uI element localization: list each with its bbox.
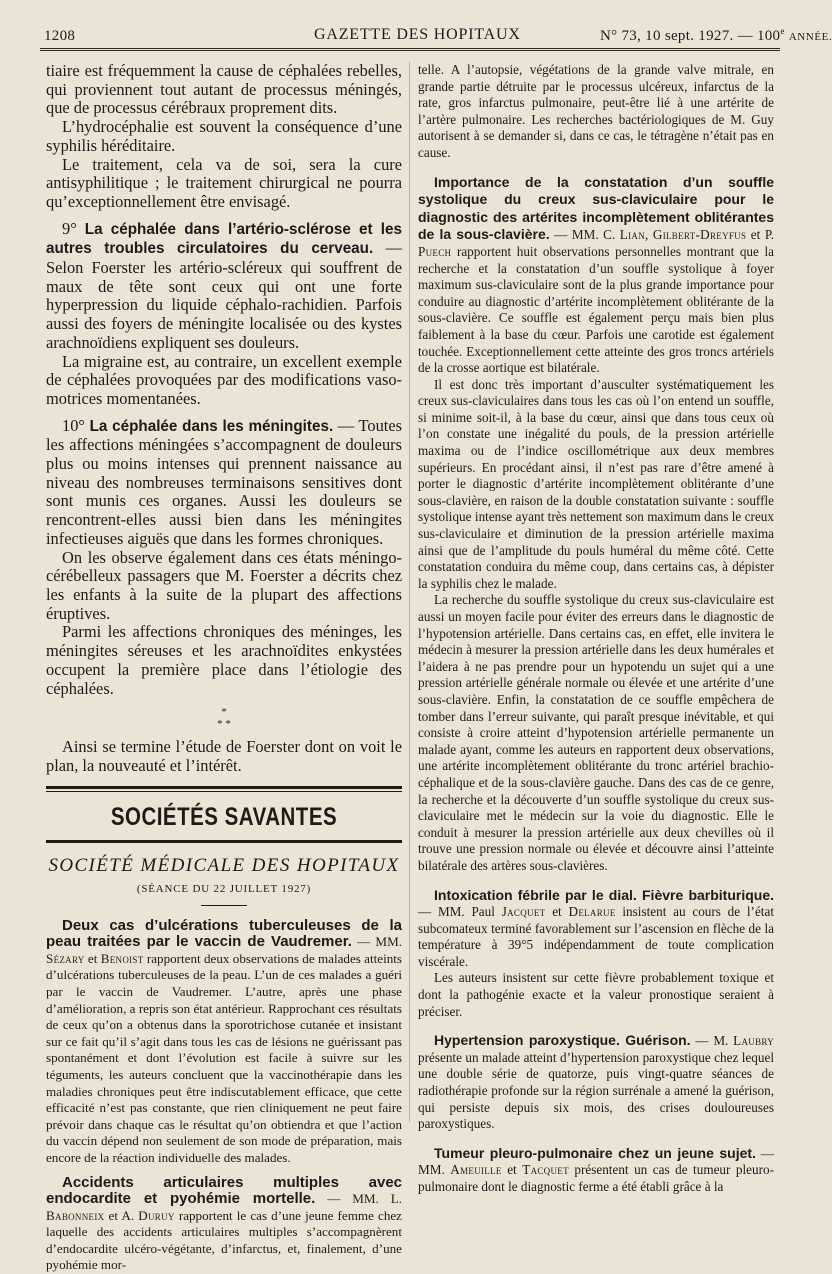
item-number: 10° (62, 415, 90, 435)
section-rule (46, 786, 402, 789)
report-body: rapportent huit observations personnelles montrant que la recherche et la constatation d’un souffle systolique à foyer maximum sus-claviculaire sont de la plus grande importance pour conduire au diagnostic d’artérite incomplètement oblitérante de la sous-clavière. Ce souffle est également perçu mais bien plus faiblement à la base du cœur. Parfois une carotide est également touchée. Exceptionnellement cette atteinte des gros troncs artériels de la crosse aortique est bilatérale. (418, 243, 774, 376)
report-title: Importance de la constatation d’un souffle systolique du creux sus-claviculaire pour le diagnostic des artérites incomplètement oblitérantes de la sous-clavière. (418, 173, 774, 243)
author-name: Gilbert-Dreyfus (652, 227, 747, 243)
report-body: rapportent le cas d’une jeune femme chez laquelle des accidents articulaires multiples s’accompagnèrent d’endocardite ulcéro-végétante, d’infarctus, et, finalement, d’une pyohémie mor- (46, 1207, 402, 1273)
section-rule (46, 840, 402, 843)
report-body: rapportent deux observations de malades atteints d’ulcérations tuberculeuses de la peau. L’un de ces malades a guéri par le vaccin de Vaudremer. L’autre, après une phase d’amélioration, a repris son état antérieur. Rapprochant ces résultats de ceux qu’on a obtenus dans la sporotrichose cutanée et insistant sur ce fait qu’il s’agit dans tous les cas de lésions ne guérissant pas spontanément et dont l’évolution est facile à suivre sur les téguments, les auteurs concluent que la vaccinothérapie dans les maladies chroniques peut être indiscutablement efficace, que cette efficacité n’est pas constante, que rien cliniquement ne peut faire prévoir dans chaque cas le résultat qu’on obtiendra et que l’action du vaccin dépend non seulement de son mode de préparation, mais encore de la réaction individuelle des malades. (46, 950, 403, 1165)
paragraph-méningites (46, 417, 402, 549)
paragraph: On les observe également dans ces états méningo-cérébelleux passagers que M. Foerster a décrits chez les enfants à la suite de la plupart des affections éruptives. (46, 547, 402, 623)
paragraph-body: — Selon Foerster les artério-scléreux qui souffrent de maux de tête sont ceux qui ont une forte hyperpression du liquide céphalo-rachidien. Parfois aussi des foyers de méningite localisée ou des kystes arachnoïdiens expliquent ses douleurs. (46, 238, 402, 352)
report-vaccin-vaudremer (46, 918, 402, 1167)
issue-number-date: N° 73, 10 sept. 1927. — 100 (600, 28, 781, 44)
item-number: 9° (62, 218, 85, 238)
author-name: Benoist (100, 950, 144, 966)
paragraph: tiaire est fréquemment la cause de céphalées rebelles, qui proviennent tout autant de processus méningés, que de processus cérébraux proprement dits. (46, 61, 402, 118)
authors-prefix: — MM. L. (315, 1191, 402, 1207)
report-endocardite (46, 1175, 402, 1274)
paragraph-heading: La céphalée dans l’artério-sclérose et les autres troubles circulatoires du cerveau. (46, 220, 402, 258)
column-divider (409, 62, 410, 1122)
report-title: Intoxication fébrile par le dial. Fièvre barbiturique. (434, 886, 774, 903)
author-name: Lian (619, 227, 646, 243)
paragraph: Les auteurs insistent sur cette fièvre probablement toxique et dont la pathogénie exacte et la valeur pronostique seraient à préciser. (418, 970, 774, 1019)
asterisk-bottom: * * (217, 718, 231, 731)
page-number: 1208 (44, 28, 76, 44)
authors-joiner: et (501, 1162, 523, 1178)
paragraph: Ainsi se termine l’étude de Foerster dont on voit le plan, la nouveauté et l’intérêt. (46, 737, 402, 775)
society-title: SOCIÉTÉ MÉDICALE DES HOPITAUX (48, 854, 400, 876)
left-column (46, 62, 402, 1274)
authors-prefix: — MM. C. (549, 227, 620, 243)
paragraph: Le traitement, cela va de soi, sera la cure antisyphilitique ; le traitement chirurgical ne pourra qu’exceptionnellement être envisagé. (46, 154, 402, 211)
paragraph-body: — Toutes les affections méningées s’accompagnent de douleurs plus ou moins intenses qui prennent naissance au niveau des nombreuses terminaisons sensitives dont sont munis ces organes. Aussi les douleurs se rencontrent-elles aussi bien dans les méningites infectieuses aiguës que dans les formes chroniques. (46, 415, 402, 548)
running-header (44, 24, 832, 46)
author-name: Duruy (138, 1207, 175, 1223)
authors-joiner: et (84, 950, 101, 966)
report-body: présente un malade atteint d’hypertension paroxystique chez lequel une double série de quatorze, puis vingt-quatre séances de radiothérapie profonde sur la région surrénale a amené la guérison, qui persiste depuis six mois, des crises douloureuses paroxystiques. (418, 1049, 774, 1132)
asterisk-top: * (221, 706, 227, 719)
author-name: Laubry (733, 1033, 774, 1049)
authors-joiner: et (545, 904, 569, 920)
authors-joiner: et A. (104, 1207, 139, 1223)
authors-joiner: et P. (746, 227, 775, 243)
header-rule (40, 48, 780, 51)
author-name: Delarue (568, 904, 616, 920)
session-date: (SÉANCE DU 22 JUILLET 1927) (136, 882, 312, 895)
issue-info (600, 26, 832, 45)
right-column (418, 62, 774, 1196)
paragraph: La recherche du souffle systolique du creux sus-claviculaire est aussi un moyen facile pour éviter des erreurs dans le diagnostic de l’hypotension artérielle. Dans certains cas, en effet, elle invitera le médecin à mesurer la pression artérielle dans les deux humérales et l’aidera à ne pas prendre pour un hypotendu un sujet qui a une pression artérielle générale normale ou élevée et une artérite d’une sous-clavière. Enfin, la constatation de ce souffle empêchera de tomber dans l’erreur suivante, qui paraît presque inévitable, et qui consiste à croire atteint d’hypotension artérielle permanente un malade ayant, comme les auteurs en rapportent deux observations, une artérite incomplètement oblitérante du tronc artériel brachio-céphalique et de la sous-clavière gauche. Dans des cas de ce genre, la recherche et la découverte d’un souffle systolique du creux sus-claviculaire met le médecin sur la voie du diagnostic. Elle le conduit à mesurer la pression artérielle aux deux chevilles où il trouve une pression normale ou élevée et découvre ainsi l’atteinte bilatérale des artères sous-clavières. (418, 592, 774, 873)
section-rule (46, 791, 402, 792)
authors-prefix: — MM. (351, 934, 402, 950)
author-name: Puech (418, 243, 452, 259)
report-souffle-systolique (418, 174, 774, 377)
short-rule (201, 905, 247, 906)
author-name: Ameuille (450, 1162, 502, 1178)
report-body: insistent au cours de l’état subcomateux terminé favorablement sur l’ascension en flèche de la température à 39°5 indépendamment de toute complication viscérale. (418, 904, 774, 969)
author-name: Jacquet (501, 904, 546, 920)
report-title: Deux cas d’ulcérations tuberculeuses de la peau traitées par le vaccin de Vaudremer. (46, 916, 402, 951)
paragraph: Parmi les affections chroniques des méninges, les méningites séreuses et les arachnoïdites enkystées occupent la première place dans l’étiologie des céphalées. (46, 622, 402, 698)
paragraph: La migraine est, au contraire, un excellent exemple de céphalées provoquées par des modifications vaso-motrices momentanées. (46, 351, 402, 408)
paragraph-artério-sclérose (46, 220, 402, 353)
report-fievre-barbiturique (418, 887, 774, 971)
issue-year-label: ANNÉE. (788, 31, 832, 43)
author-name: Tacquet (522, 1162, 569, 1178)
author-name: Sézary (46, 950, 85, 966)
report-title: Tumeur pleuro-pulmonaire chez un jeune sujet. (434, 1144, 756, 1161)
authors-prefix: — MM. (418, 1145, 774, 1178)
paragraph: L’hydrocéphalie est souvent la conséquence d’une syphilis héréditaire. (46, 117, 402, 155)
paragraph-heading: La céphalée dans les méningites. (89, 417, 334, 435)
report-tumeur (418, 1145, 774, 1196)
authors-prefix: — MM. Paul (418, 904, 502, 920)
report-hypertension (418, 1032, 774, 1133)
issue-ordinal-suffix: e (780, 26, 785, 36)
report-body: présentent un cas de tumeur pleuro-pulmonaire dont le diagnostic ferme a été établi grâce à la (418, 1162, 774, 1194)
paragraph: telle. A l’autopsie, végétations de la grande valve mitrale, en grande partie détruite par le processus ulcéreux, infarctus de la rate, gros infarctus pulmonaire, peut-être lié à une artérite de l’artère pulmonaire. Les recherches bactériologiques de M. Guy autorisent à se demander si, dans ce cas, le tétragène n’était pas en cause. (418, 62, 774, 160)
section-title: SOCIÉTÉS SAVANTES (110, 802, 338, 831)
author-name: Babonneix (46, 1207, 105, 1223)
authors-joiner: , (645, 227, 653, 243)
journal-title: GAZETTE DES HOPITAUX (314, 26, 521, 43)
paragraph: Il est donc très important d’ausculter systématiquement les creux sus-claviculaires dans tous les cas où l’on entend un souffle, si minime soit-il, à la base du cœur, ainsi que dans tous ceux où l’on constate une inégalité du pouls, de la pression artérielle maxima ou de l’indice oscillométrique aux deux membres supérieurs. En procédant ainsi, il n’est pas rare d’être amené à porter le diagnostic d’artérite incomplètement oblitérante d’une sous-clavière, en raison de la double constatation suivante : souffle systolique intense ayant très nettement son maximum dans le creux sus-claviculaire et diminution de la pression artérielle maxima ainsi que de l’amplitude du pouls huméral du même côté. Cette constatation conduira du même coup, dans certains cas, à dépister la syphilis chez le malade. (418, 376, 774, 591)
report-title: Hypertension paroxystique. Guérison. (434, 1032, 691, 1049)
section-break-asterisks (46, 706, 402, 730)
authors-prefix: — M. (690, 1033, 734, 1049)
report-title: Accidents articulaires multiples avec endocardite et pyohémie mortelle. (46, 1173, 402, 1208)
